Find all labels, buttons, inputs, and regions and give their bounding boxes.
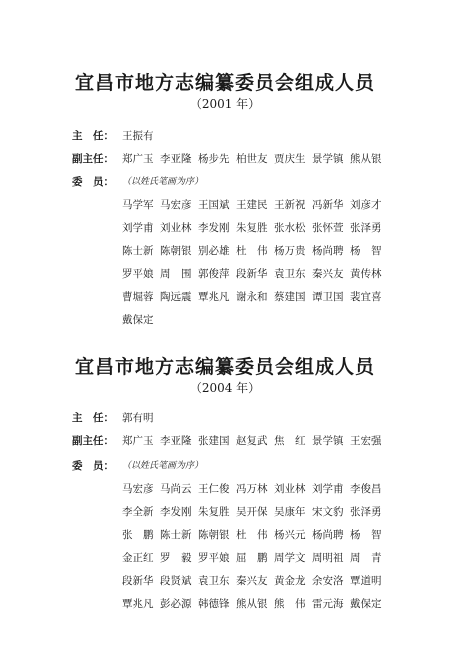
- person-name: 覃兆凡: [122, 598, 154, 610]
- person-name: 周 青: [350, 552, 382, 564]
- person-name: 景学镇: [312, 435, 344, 447]
- person-name: 谢永和: [236, 291, 268, 303]
- person-name: 王建民: [236, 199, 268, 211]
- person-name: 杨万贵: [274, 245, 306, 257]
- person-name: 马宏彦: [122, 483, 154, 495]
- person-name: 张 鹏: [122, 529, 154, 541]
- person-name: 黄传林: [350, 268, 382, 280]
- person-name: 景学镇: [312, 153, 344, 165]
- person-name: 张建国: [198, 435, 230, 447]
- person-name: 杨 智: [350, 245, 382, 257]
- person-name: 熊从银: [236, 598, 268, 610]
- members-row: [122, 289, 422, 304]
- vice-director-label: 副主任：: [72, 153, 114, 165]
- person-name: 杨兴元: [274, 529, 306, 541]
- person-name: 段新华: [236, 268, 268, 280]
- person-name: 刘学甫: [122, 222, 154, 234]
- person-name: 戴保定: [350, 598, 382, 610]
- person-name: 杜 伟: [236, 529, 268, 541]
- members-row: [122, 266, 422, 281]
- person-name: 熊从银: [350, 153, 382, 165]
- vice-director-label: 副主任：: [72, 435, 114, 447]
- person-name: 王仁俊: [198, 483, 230, 495]
- person-name: 彭必源: [160, 598, 192, 610]
- person-name: 罗 毅: [160, 552, 192, 564]
- members-row: [122, 596, 422, 611]
- person-name: 覃道明: [350, 575, 382, 587]
- person-name: 李发刚: [160, 506, 192, 518]
- members-label: 委 员：: [72, 176, 114, 188]
- person-name: 陈朝银: [198, 529, 230, 541]
- person-name: 周明祖: [312, 552, 344, 564]
- person-name: 罗平娘: [122, 268, 154, 280]
- person-name: 贾庆生: [274, 153, 306, 165]
- vice-director-row: [122, 433, 422, 448]
- person-name: 李全新: [122, 506, 154, 518]
- members-row: [122, 527, 422, 542]
- person-name: 别必雄: [198, 245, 230, 257]
- person-name: 马尚云: [160, 483, 192, 495]
- director-name: 王振有: [122, 130, 154, 142]
- person-name: 刘业林: [274, 483, 306, 495]
- person-name: 刘业林: [160, 222, 192, 234]
- person-name: 屈 鹏: [236, 552, 268, 564]
- person-name: 吴康年: [274, 506, 306, 518]
- members-row: [122, 504, 422, 519]
- person-name: 冯新华: [312, 199, 344, 211]
- members-note-row: [122, 174, 422, 187]
- person-name: 杨尚聘: [312, 245, 344, 257]
- person-name: 朱复胜: [236, 222, 268, 234]
- members-row: [122, 220, 422, 235]
- person-name: 陈朝银: [160, 245, 192, 257]
- person-name: 袁卫东: [274, 268, 306, 280]
- person-name: 杜 伟: [236, 245, 268, 257]
- person-name: 焦 红: [274, 435, 306, 447]
- person-name: 李亚隆: [160, 153, 192, 165]
- person-name: 马学军: [122, 199, 154, 211]
- section-year: （2001 年）: [189, 97, 261, 111]
- person-name: 陈士新: [122, 245, 154, 257]
- person-name: 宋文豹: [312, 506, 344, 518]
- director-name: 郭有明: [122, 412, 154, 424]
- section-title: 宜昌市地方志编纂委员会组成人员: [74, 72, 375, 94]
- person-name: 杨尚聘: [312, 529, 344, 541]
- vice-director-row: [122, 151, 422, 166]
- members-row: [122, 550, 422, 565]
- person-name: 杨步先: [198, 153, 230, 165]
- section-year: （2004 年）: [189, 381, 261, 395]
- person-name: 雷元海: [312, 598, 344, 610]
- person-name: 刘学甫: [312, 483, 344, 495]
- person-name: 韩德锋: [198, 598, 230, 610]
- person-name: 黄金龙: [274, 575, 306, 587]
- person-name: 金正红: [122, 552, 154, 564]
- person-name: 王新祝: [274, 199, 306, 211]
- person-name: 李亚隆: [160, 435, 192, 447]
- person-name: 张泽勇: [350, 506, 382, 518]
- person-name: 袁卫东: [198, 575, 230, 587]
- person-name: 朱复胜: [198, 506, 230, 518]
- person-name: 周 围: [160, 268, 192, 280]
- person-name: 罗平娘: [198, 552, 230, 564]
- person-name: 陈士新: [160, 529, 192, 541]
- person-name: 覃兆凡: [198, 291, 230, 303]
- person-name: 段贤斌: [160, 575, 192, 587]
- person-name: 刘彦才: [350, 199, 382, 211]
- members-note: （以姓氏笔画为序）: [122, 177, 204, 187]
- person-name: 周学文: [274, 552, 306, 564]
- person-name: 王宏强: [350, 435, 382, 447]
- person-name: 余安洛: [312, 575, 344, 587]
- person-name: 吴开保: [236, 506, 268, 518]
- person-name: 杨 智: [350, 529, 382, 541]
- director-label: 主 任：: [72, 412, 114, 424]
- person-name: 张泽勇: [350, 222, 382, 234]
- members-row: [122, 243, 422, 258]
- person-name: 冯万林: [236, 483, 268, 495]
- members-row: [122, 573, 422, 588]
- person-name: 郑广玉: [122, 153, 154, 165]
- person-name: 郭俊萍: [198, 268, 230, 280]
- person-name: 熊 伟: [274, 598, 306, 610]
- person-name: 张怀萱: [312, 222, 344, 234]
- person-name: 裴宜喜: [350, 291, 382, 303]
- person-name: 王国斌: [198, 199, 230, 211]
- person-name: 柏世友: [236, 153, 268, 165]
- person-name: 李俊昌: [350, 483, 382, 495]
- person-name: 秦兴友: [312, 268, 344, 280]
- director-label: 主 任：: [72, 130, 114, 142]
- person-name: 郑广玉: [122, 435, 154, 447]
- members-label: 委 员：: [72, 460, 114, 472]
- person-name: 秦兴友: [236, 575, 268, 587]
- members-row: [122, 197, 422, 212]
- members-note: （以姓氏笔画为序）: [122, 461, 204, 471]
- members-row: [122, 312, 422, 327]
- person-name: 张水松: [274, 222, 306, 234]
- person-name: 李发刚: [198, 222, 230, 234]
- section-title: 宜昌市地方志编纂委员会组成人员: [74, 356, 375, 378]
- person-name: 曹堀蓉: [122, 291, 154, 303]
- person-name: 蔡建国: [274, 291, 306, 303]
- person-name: 谭卫国: [312, 291, 344, 303]
- person-name: 戴保定: [122, 314, 154, 326]
- members-row: [122, 481, 422, 496]
- person-name: 段新华: [122, 575, 154, 587]
- person-name: 陶远震: [160, 291, 192, 303]
- person-name: 马宏彦: [160, 199, 192, 211]
- members-note-row: [122, 458, 422, 471]
- person-name: 赵复武: [236, 435, 268, 447]
